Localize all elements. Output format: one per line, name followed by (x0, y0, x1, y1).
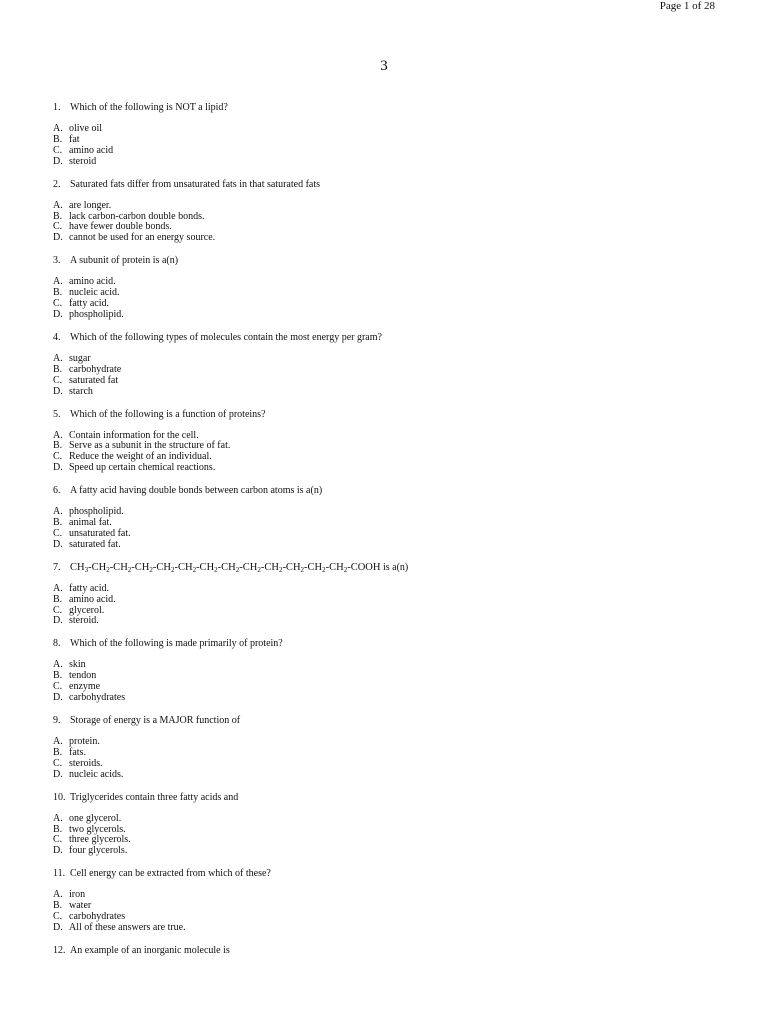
question-text-after: is a(n) (380, 561, 409, 573)
option-letter: A. (53, 889, 63, 901)
answer-options (53, 431, 733, 475)
answer-option (53, 354, 733, 365)
option-letter: D. (53, 615, 63, 627)
option-letter: A. (53, 199, 63, 211)
question-text (53, 179, 733, 191)
option-text: steroid. (69, 615, 99, 627)
formula-subscript: 2 (214, 565, 218, 574)
question-10 (53, 792, 733, 858)
question-number: 2. (53, 178, 61, 190)
question-9 (53, 715, 733, 781)
formula-group: CH (70, 561, 85, 573)
option-text: unsaturated fat. (69, 527, 131, 539)
answer-option (53, 310, 733, 321)
option-letter: C. (53, 757, 63, 769)
option-letter: C. (53, 298, 63, 310)
answer-options (53, 201, 733, 245)
question-number: 1. (53, 102, 61, 113)
question-number: 6. (53, 485, 61, 497)
option-text: steroids. (69, 757, 103, 769)
option-text: nucleic acids. (69, 768, 124, 780)
answer-option (53, 387, 733, 398)
option-text: starch (69, 385, 93, 397)
option-text: phospholipid. (69, 308, 124, 320)
question-text (53, 409, 733, 421)
question-5 (53, 409, 733, 475)
option-text: Serve as a subunit in the structure of fat. (69, 440, 231, 452)
answer-option (53, 759, 733, 770)
answer-option (53, 124, 733, 135)
answer-option (53, 770, 733, 781)
question-text (53, 792, 733, 804)
option-letter: A. (53, 812, 63, 824)
option-text: two glycerols. (69, 823, 126, 835)
option-text: olive oil (69, 123, 103, 134)
answer-option (53, 277, 733, 288)
question-2 (53, 179, 733, 245)
option-text: tendon (69, 670, 97, 682)
question-text (53, 255, 733, 267)
option-text: skin (69, 659, 86, 671)
answer-option (53, 584, 733, 595)
option-text: sugar (69, 352, 91, 364)
question-text (53, 945, 733, 957)
answer-options (53, 124, 733, 168)
page-number: 3 (380, 58, 388, 74)
option-text: carbohydrates (69, 692, 126, 704)
question-prompt: Which of the following types of molecules contain the most energy per gram? (70, 331, 382, 343)
formula-group: -CH (217, 561, 236, 573)
answer-option (53, 507, 733, 518)
option-text: animal fat. (69, 517, 112, 529)
option-text: carbohydrate (69, 363, 122, 375)
question-text (53, 102, 733, 114)
option-letter: D. (53, 845, 63, 857)
option-text: amino acid (69, 144, 114, 156)
option-letter: B. (53, 210, 63, 222)
option-letter: C. (53, 911, 63, 923)
question-text (53, 638, 733, 650)
formula-group: -CH (152, 561, 171, 573)
question-text (53, 485, 733, 497)
option-letter: D. (53, 692, 63, 704)
question-6 (53, 485, 733, 551)
question-number: 3. (53, 255, 61, 267)
answer-options (53, 584, 733, 628)
option-text: iron (69, 889, 86, 901)
answer-option (53, 135, 733, 146)
option-text: steroid (69, 155, 97, 167)
option-text: four glycerols. (69, 845, 128, 857)
question-number: 7. (53, 561, 61, 573)
question-prompt: Saturated fats differ from unsaturated fats in that saturated fats (70, 178, 321, 190)
answer-option (53, 288, 733, 299)
option-letter: D. (53, 768, 63, 780)
option-letter: B. (53, 746, 63, 758)
formula-group: -CH (239, 561, 258, 573)
question-number: 11. (53, 868, 66, 880)
answer-option (53, 616, 733, 627)
option-text: nucleic acid. (69, 287, 120, 299)
formula-subscript: 2 (170, 565, 175, 574)
question-number: 12. (53, 944, 66, 956)
answer-option (53, 299, 733, 310)
formula-group: -CH (260, 561, 279, 573)
answer-option (53, 518, 733, 529)
question-prompt: A subunit of protein is a(n) (70, 255, 179, 267)
answer-option (53, 146, 733, 157)
option-letter: A. (53, 736, 63, 747)
option-letter: B. (53, 593, 63, 605)
formula-group: -CH (304, 561, 323, 573)
option-letter: D. (53, 155, 63, 167)
formula-group: -CH (325, 561, 344, 573)
option-letter: A. (53, 429, 63, 441)
answer-option (53, 825, 733, 836)
option-text: cannot be used for an energy source. (69, 232, 216, 244)
answer-option (53, 846, 733, 857)
answer-option (53, 748, 733, 759)
option-letter: D. (53, 921, 63, 933)
option-letter: B. (53, 670, 63, 682)
question-text (53, 715, 733, 727)
formula-subscript: 2 (127, 565, 132, 574)
question-text (53, 868, 733, 880)
option-text: All of these answers are true. (69, 921, 186, 933)
question-number: 5. (53, 408, 61, 420)
option-text: are longer. (69, 199, 112, 211)
formula-subscript: 2 (322, 565, 326, 574)
question-list (53, 102, 733, 968)
formula-subscript: 2 (343, 565, 348, 574)
answer-option (53, 157, 733, 168)
option-letter: B. (53, 363, 63, 375)
option-text: protein. (69, 736, 100, 747)
formula-group: -CH (174, 561, 193, 573)
answer-option (53, 671, 733, 682)
answer-option (53, 814, 733, 825)
option-text: saturated fat (69, 374, 119, 386)
question-prompt: Triglycerides contain three fatty acids and (70, 791, 239, 803)
answer-option (53, 233, 733, 244)
option-text: Contain information for the cell. (69, 429, 199, 441)
option-letter: D. (53, 385, 63, 397)
option-text: carbohydrates (69, 911, 126, 923)
answer-option (53, 365, 733, 376)
option-text: lack carbon-carbon double bonds. (69, 210, 205, 222)
question-prompt: A fatty acid having double bonds between carbon atoms is a(n) (70, 485, 323, 497)
page-header-label: Page 1 of 28 (659, 0, 715, 12)
option-letter: A. (53, 582, 63, 594)
answer-options (53, 737, 733, 781)
answer-options (53, 814, 733, 858)
question-text (53, 332, 733, 344)
option-letter: D. (53, 462, 63, 474)
option-letter: C. (53, 834, 63, 846)
question-prompt: Storage of energy is a MAJOR function of (70, 715, 241, 726)
answer-option (53, 595, 733, 606)
formula-subscript: 2 (106, 565, 110, 574)
option-letter: B. (53, 823, 63, 835)
option-text: Speed up certain chemical reactions. (69, 462, 216, 474)
option-text: fatty acid. (69, 298, 109, 310)
question-prompt: Cell energy can be extracted from which of these? (70, 868, 271, 880)
answer-option (53, 901, 733, 912)
question-8 (53, 638, 733, 704)
question-number: 8. (53, 638, 61, 650)
answer-option (53, 737, 733, 748)
answer-option (53, 923, 733, 934)
question-number: 4. (53, 331, 61, 343)
option-text: glycerol. (69, 604, 105, 616)
question-4 (53, 332, 733, 398)
answer-option (53, 376, 733, 387)
formula-group: -COOH (347, 561, 381, 573)
formula-group: -CH (88, 561, 107, 573)
formula-subscript: 2 (149, 565, 153, 574)
question-number: 10. (53, 791, 66, 803)
answer-options (53, 890, 733, 934)
answer-option (53, 529, 733, 540)
answer-option (53, 463, 733, 474)
answer-option (53, 682, 733, 693)
formula-group: -CH (282, 561, 301, 573)
option-letter: C. (53, 221, 63, 233)
answer-option (53, 660, 733, 671)
answer-options (53, 660, 733, 704)
formula-subscript: 2 (192, 565, 197, 574)
option-letter: B. (53, 517, 63, 529)
option-letter: A. (53, 506, 63, 518)
option-text: one glycerol. (69, 812, 122, 824)
answer-option (53, 835, 733, 846)
option-letter: C. (53, 604, 63, 616)
option-text: saturated fat. (69, 538, 121, 550)
formula-subscript: 2 (257, 565, 261, 574)
option-letter: A. (53, 352, 63, 364)
option-text: amino acid. (69, 593, 116, 605)
question-prompt: An example of an inorganic molecule is (70, 944, 230, 956)
option-text: three glycerols. (69, 834, 131, 846)
option-text: phospholipid. (69, 506, 124, 518)
option-text: water (69, 900, 92, 912)
answer-options (53, 277, 733, 321)
option-letter: B. (53, 900, 63, 912)
question-12 (53, 945, 733, 957)
option-letter: C. (53, 527, 63, 539)
formula-group: -CH (131, 561, 150, 573)
option-letter: D. (53, 538, 63, 550)
option-letter: B. (53, 440, 63, 452)
formula-subscript: 2 (300, 565, 305, 574)
question-3 (53, 255, 733, 321)
option-text: Reduce the weight of an individual. (69, 451, 212, 463)
option-letter: D. (53, 232, 63, 244)
option-text: fats. (69, 746, 86, 758)
option-letter: B. (53, 287, 63, 299)
formula-subscript: 3 (84, 565, 89, 574)
question-prompt: Which of the following is a function of proteins? (70, 408, 266, 420)
answer-option (53, 693, 733, 704)
option-letter: B. (53, 133, 63, 145)
answer-options (53, 354, 733, 398)
question-1 (53, 102, 733, 168)
option-letter: C. (53, 451, 63, 463)
formula-subscript: 2 (235, 565, 240, 574)
option-text: have fewer double bonds. (69, 221, 172, 233)
chemical-formula (70, 562, 380, 573)
option-text: enzyme (69, 681, 101, 693)
option-letter: C. (53, 374, 63, 386)
question-11 (53, 868, 733, 934)
formula-subscript: 2 (278, 565, 283, 574)
option-letter: C. (53, 144, 63, 156)
answer-option (53, 540, 733, 551)
formula-group: -CH (196, 561, 215, 573)
option-text: fatty acid. (69, 582, 109, 594)
answer-option (53, 606, 733, 617)
option-letter: A. (53, 276, 63, 288)
answer-option (53, 890, 733, 901)
question-number: 9. (53, 715, 61, 726)
question-prompt: Which of the following is made primarily of protein? (70, 638, 283, 650)
option-text: amino acid. (69, 276, 116, 288)
formula-group: -CH (109, 561, 128, 573)
answer-options (53, 507, 733, 551)
option-text: fat (69, 133, 80, 145)
option-letter: C. (53, 681, 63, 693)
option-letter: A. (53, 659, 63, 671)
option-letter: D. (53, 308, 63, 320)
question-7 (53, 562, 733, 628)
question-text (53, 562, 733, 574)
question-prompt: Which of the following is NOT a lipid? (70, 102, 228, 113)
option-letter: A. (53, 123, 63, 134)
